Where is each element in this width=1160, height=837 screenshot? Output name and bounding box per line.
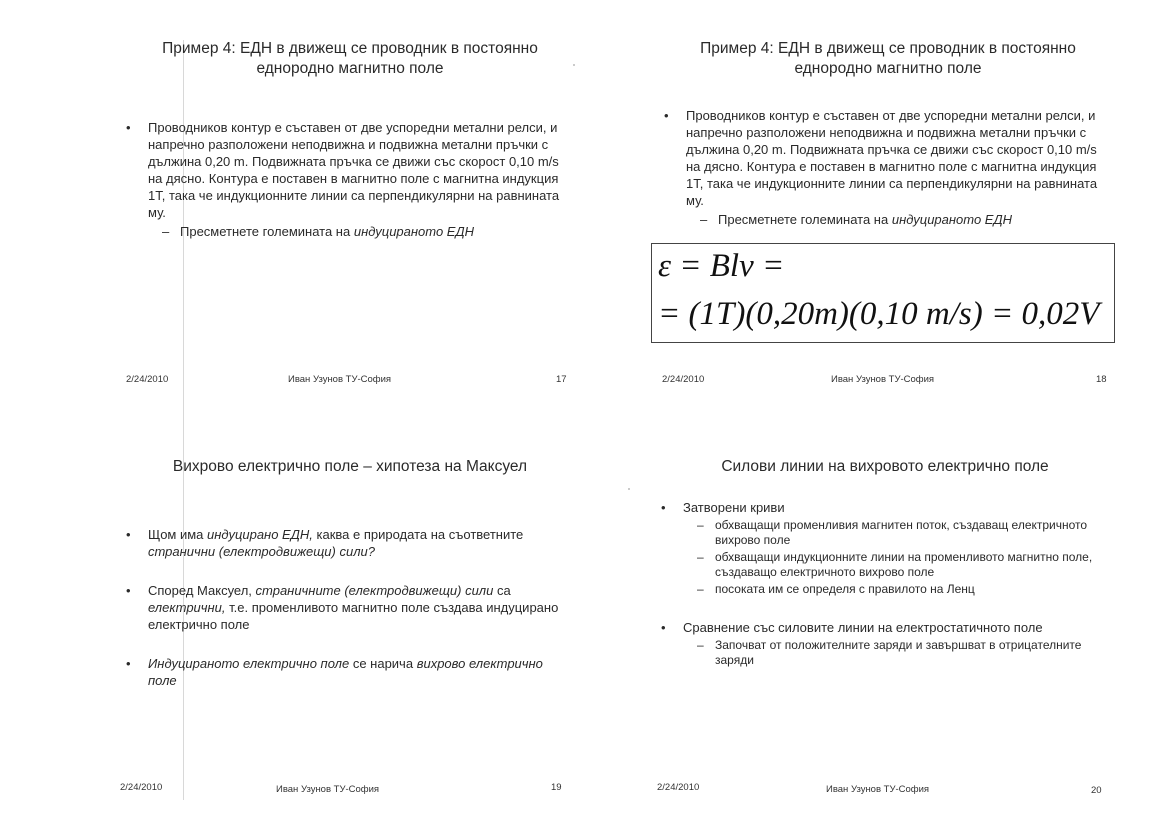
sub-item bbox=[686, 211, 1102, 228]
dash: – bbox=[697, 638, 704, 652]
sub-item bbox=[683, 550, 1099, 580]
dash: – bbox=[697, 550, 704, 564]
sub-text: посоката им се определя с правилото на Ленц bbox=[715, 582, 975, 596]
bullet-italic: индуцирано ЕДН, bbox=[207, 527, 313, 542]
bullet-italic: страничните (електродвижещи) сили bbox=[255, 583, 494, 598]
bullet-italic: вихрово електрично поле bbox=[148, 656, 543, 688]
bullet-dot: • bbox=[664, 108, 669, 123]
formula-line: = (1T)(0,20m)(0,10 m/s) = 0,02V bbox=[658, 296, 1100, 332]
bullet-dot: • bbox=[661, 620, 666, 635]
footer-page-number: 19 bbox=[551, 782, 562, 793]
footer-author: Иван Узунов ТУ-София bbox=[288, 374, 392, 385]
sub-list bbox=[683, 518, 1099, 597]
sub-list bbox=[686, 211, 1102, 228]
title-line: Пример 4: ЕДН в движещ се проводник в постоянно bbox=[700, 40, 1076, 57]
slide-title bbox=[110, 39, 590, 79]
sub-item bbox=[683, 518, 1099, 548]
footer-date: 2/24/2010 bbox=[662, 374, 705, 385]
footer-author: Иван Узунов ТУ-София bbox=[276, 784, 380, 795]
bullet-text: Затворени криви bbox=[683, 500, 785, 515]
bullet-italic: електрични, bbox=[148, 600, 226, 615]
bullet-list bbox=[124, 526, 564, 689]
footer-page-number: 18 bbox=[1096, 374, 1107, 385]
formula-line: ε = Blv = bbox=[658, 248, 785, 284]
footer-date: 2/24/2010 bbox=[657, 782, 700, 793]
dash: – bbox=[697, 582, 704, 596]
bullet-item bbox=[659, 619, 1099, 668]
bullet-dot: • bbox=[661, 500, 666, 515]
sub-item bbox=[683, 582, 1099, 597]
bullet-dot: • bbox=[126, 656, 131, 671]
bullet-text: Проводников контур е съставен от две успоредни метални релси, и напречно разположени неподвижна и подвижна метални пръчки с дължина 0,20 m. Подвижната пръчка се движи със скорост 0,10 m/s на дясно. Контура е поставен в магнитно поле с магнитна индукция 1T, така че индукционните линии са перпендикулярни на равнината му. bbox=[148, 120, 560, 220]
dash: – bbox=[700, 212, 708, 227]
bullet-text: са bbox=[493, 583, 511, 598]
bullet-list bbox=[659, 499, 1099, 668]
bullet-italic: Индуцираното електрично поле bbox=[148, 656, 350, 671]
bullet-list bbox=[662, 107, 1102, 228]
slide-title: Силови линии на вихровото електрично поле bbox=[721, 458, 1049, 475]
bullet-item bbox=[124, 526, 564, 560]
bullet-item bbox=[124, 655, 564, 689]
bullet-dot: • bbox=[126, 583, 131, 598]
footer-date: 2/24/2010 bbox=[126, 374, 169, 385]
sub-list bbox=[148, 223, 564, 240]
slide-19 bbox=[110, 437, 640, 837]
bullet-text: т.е. променливото магнитно поле създава индуцирано електрично поле bbox=[148, 600, 559, 632]
footer-author: Иван Узунов ТУ-София bbox=[831, 374, 935, 385]
bullet-dot: • bbox=[126, 527, 131, 542]
sub-item bbox=[148, 223, 564, 240]
slide-title: Вихрово електрично поле – хипотеза на Максуел bbox=[172, 458, 528, 475]
bullet-text: Според Максуел, bbox=[148, 583, 256, 598]
sub-list bbox=[683, 638, 1099, 668]
bullet-item bbox=[124, 119, 564, 240]
bullet-text: Щом има bbox=[148, 527, 208, 542]
footer-date: 2/24/2010 bbox=[120, 782, 163, 793]
dash: – bbox=[162, 224, 170, 239]
bullet-text: се нарича bbox=[349, 656, 417, 671]
title-line: еднородно магнитно поле bbox=[256, 60, 444, 77]
slide-20 bbox=[645, 437, 1160, 837]
sub-text: Започват от положителните заряди и завършват в отрицателните заряди bbox=[715, 638, 1082, 667]
bullet-list bbox=[124, 119, 564, 240]
sub-italic: индуцираното ЕДН bbox=[353, 224, 475, 239]
footer-page-number: 17 bbox=[556, 374, 567, 385]
slide-18 bbox=[648, 25, 1160, 425]
bullet-italic: странични (електродвижещи) сили? bbox=[148, 544, 375, 559]
sub-italic: индуцираното ЕДН bbox=[891, 212, 1013, 227]
sub-text: Пресметнете големината на bbox=[718, 212, 892, 227]
bullet-item bbox=[659, 499, 1099, 597]
bullet-item bbox=[662, 107, 1102, 228]
bullet-item bbox=[124, 582, 564, 633]
footer-author: Иван Узунов ТУ-София bbox=[826, 784, 930, 795]
bullet-text: Проводников контур е съставен от две успоредни метални релси, и напречно разположени неподвижна и подвижна метални пръчки с дължина 0,20 m. Подвижната пръчка се движи със скорост 0,10 m/s на дясно. Контура е поставен в магнитно поле с магнитна индукция 1T, така че индукционните линии са перпендикулярни на равнината му. bbox=[686, 108, 1098, 208]
footer-page-number: 20 bbox=[1091, 785, 1102, 796]
slide-title bbox=[648, 39, 1128, 79]
bullet-text: каква е природата на съответните bbox=[312, 527, 524, 542]
bullet-dot: • bbox=[126, 120, 131, 135]
dash: – bbox=[697, 518, 704, 532]
sub-item bbox=[683, 638, 1099, 668]
formula-box bbox=[651, 243, 1115, 343]
title-line: еднородно магнитно поле bbox=[794, 60, 982, 77]
sub-text: Пресметнете големината на bbox=[180, 224, 354, 239]
slide-17 bbox=[110, 25, 640, 425]
title-line: Пример 4: ЕДН в движещ се проводник в постоянно bbox=[162, 40, 538, 57]
sub-text: обхващащи индукционните линии на променливото магнитно поле, създаващо електричното вихрово поле bbox=[715, 550, 1093, 579]
bullet-text: Сравнение със силовите линии на електростатичното поле bbox=[683, 620, 1043, 635]
sub-text: обхващащи променливия магнитен поток, създаващ електричното вихрово поле bbox=[715, 518, 1088, 547]
